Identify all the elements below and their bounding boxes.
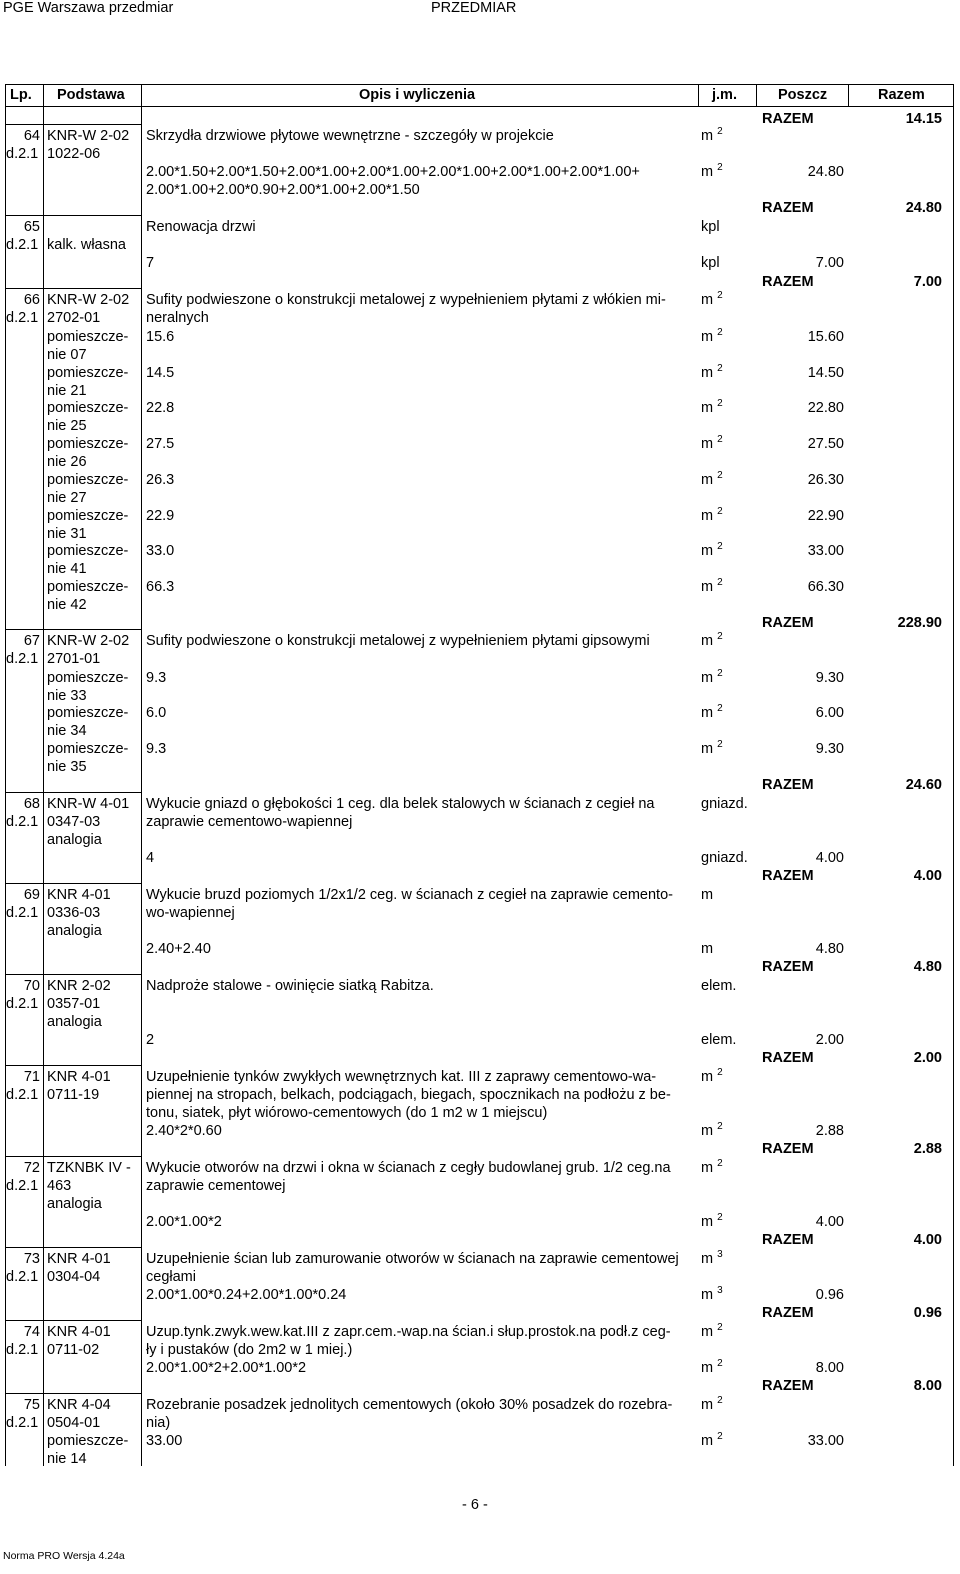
header-left: PGE Warszawa przedmiar <box>3 0 174 16</box>
calculation-line: 2.40*2*0.60 <box>146 1123 222 1139</box>
basis-line: analogia <box>47 923 102 939</box>
calculation-line: 2.00*1.00*0.24+2.00*1.00*0.24 <box>146 1287 347 1303</box>
basis-line: 1022-06 <box>47 146 101 162</box>
unit: m $^2$ <box>701 1067 723 1085</box>
description-line: Sufity podwieszone o konstrukcji metalowej z wypełnieniem płytami z włókien mi- <box>146 292 666 308</box>
position-number: 71 <box>23 1069 40 1085</box>
description-line: zaprawie cementowo-wapiennej <box>146 814 353 830</box>
description-line: Nadproże stalowe - owinięcie siatką Rabitza. <box>146 978 434 994</box>
basis-line: KNR 4-01 <box>47 887 111 903</box>
col-header-podstawa: Podstawa <box>57 87 125 103</box>
row-separator <box>5 1156 142 1157</box>
item-value: 26.30 <box>807 472 844 488</box>
razem-label: RAZEM <box>762 1050 814 1066</box>
position-number: 74 <box>23 1324 40 1340</box>
room-label: pomieszcze- <box>47 741 129 757</box>
room-label: pomieszcze- <box>47 508 129 524</box>
calculation-line: 33.00 <box>146 1433 183 1449</box>
description-line: Rozebranie posadzek jednolitych cementowych (około 30% posadzek do rozebra- <box>146 1397 673 1413</box>
room-label: nie 34 <box>47 723 87 739</box>
unit: m $^2$ <box>701 577 723 595</box>
room-label: nie 33 <box>47 688 87 704</box>
unit: m $^2$ <box>701 162 723 180</box>
unit: m $^2$ <box>701 470 723 488</box>
room-label: nie 31 <box>47 526 87 542</box>
unit: m $^2$ <box>701 398 723 416</box>
calculation-line: 15.6 <box>146 329 175 345</box>
basis-line: KNR-W 4-01 <box>47 796 130 812</box>
description-line: cegłami <box>146 1269 196 1285</box>
room-label: nie 41 <box>47 561 87 577</box>
basis-line: 0336-03 <box>47 905 101 921</box>
unit: m $^2$ <box>701 703 723 721</box>
calculation-line: 22.8 <box>146 400 175 416</box>
item-value: 7.00 <box>815 255 844 271</box>
description-line: wo-wapiennej <box>146 905 235 921</box>
razem-label: RAZEM <box>762 959 814 975</box>
calculation-line: 2.40+2.40 <box>146 941 211 957</box>
basis-line: pomieszcze- <box>47 1433 129 1449</box>
room-label: pomieszcze- <box>47 400 129 416</box>
item-value: 4.80 <box>815 941 844 957</box>
position-chapter: d.2.1 <box>6 1269 39 1285</box>
col-header-poszcz: Poszcz <box>778 87 828 103</box>
unit: m <box>701 941 714 957</box>
item-value: 4.00 <box>815 1214 844 1230</box>
room-label: pomieszcze- <box>47 579 129 595</box>
calculation-line: 66.3 <box>146 579 175 595</box>
row-separator <box>5 1393 142 1394</box>
basis-line: analogia <box>47 832 102 848</box>
unit: m $^2$ <box>701 668 723 686</box>
description-line: ły i pustaków (do 2m2 w 1 miej.) <box>146 1342 353 1358</box>
item-value: 24.80 <box>807 164 844 180</box>
position-chapter: d.2.1 <box>6 814 39 830</box>
item-value: 0.96 <box>815 1287 844 1303</box>
unit: m <box>701 887 714 903</box>
unit: m $^3$ <box>701 1249 723 1267</box>
row-separator <box>5 1247 142 1248</box>
unit: m $^2$ <box>701 1121 723 1139</box>
calculation-line: 2 <box>146 1032 155 1048</box>
description-line: Renowacja drzwi <box>146 219 256 235</box>
row-separator <box>5 1065 142 1066</box>
basis-line: 0304-04 <box>47 1269 101 1285</box>
position-chapter: d.2.1 <box>6 1342 39 1358</box>
item-value: 14.50 <box>807 365 844 381</box>
description-line: Uzupełnienie tynków zwykłych wewnętrznych kat. III z zaprawy cementowo-wa- <box>146 1069 657 1085</box>
item-value: 22.90 <box>807 508 844 524</box>
calculation-line: 6.0 <box>146 705 167 721</box>
basis-line: KNR-W 2-02 <box>47 128 130 144</box>
header-center: PRZEDMIAR <box>431 0 517 16</box>
unit: kpl <box>701 219 720 235</box>
calculation-line: 2.00*1.00*2+2.00*1.00*2 <box>146 1360 307 1376</box>
basis-line: 0347-03 <box>47 814 101 830</box>
description-line: neralnych <box>146 310 209 326</box>
position-chapter: d.2.1 <box>6 237 39 253</box>
room-label: pomieszcze- <box>47 472 129 488</box>
unit: m $^2$ <box>701 1212 723 1230</box>
position-number: 66 <box>23 292 40 308</box>
unit: m $^2$ <box>701 1431 723 1449</box>
position-number: 72 <box>23 1160 40 1176</box>
room-label: nie 25 <box>47 418 87 434</box>
item-value: 66.30 <box>807 579 844 595</box>
room-label: nie 35 <box>47 759 87 775</box>
razem-label: RAZEM <box>762 200 814 216</box>
room-label: nie 21 <box>47 383 87 399</box>
calculation-line: 33.0 <box>146 543 175 559</box>
unit: m $^2$ <box>701 1395 723 1413</box>
basis-line: KNR 4-01 <box>47 1069 111 1085</box>
unit: gniazd. <box>701 850 748 866</box>
razem-value: 4.80 <box>913 959 942 975</box>
razem-value: 7.00 <box>913 274 942 290</box>
description-line: Uzupełnienie ścian lub zamurowanie otworów w ścianach na zaprawie cementowej <box>146 1251 679 1267</box>
description-line: Wykucie otworów na drzwi i okna w ścianach z cegły budowlanej grub. 1/2 ceg.na <box>146 1160 671 1176</box>
basis-line: 0711-02 <box>47 1342 100 1358</box>
position-chapter: d.2.1 <box>6 310 39 326</box>
basis-line: 2701-01 <box>47 651 101 667</box>
basis-line: KNR 4-01 <box>47 1251 111 1267</box>
room-label: pomieszcze- <box>47 436 129 452</box>
description-line: Uzup.tynk.zwyk.wew.kat.III z zapr.cem.-wap.na ścian.i słup.prostok.na podł.z ceg- <box>146 1324 671 1340</box>
razem-value: 228.90 <box>897 615 942 631</box>
item-value: 22.80 <box>807 400 844 416</box>
page-number: - 6 - <box>462 1497 488 1513</box>
description-line: tonu, siatek, płyt wiórowo-cementowych (do 1 m2 w 1 miejscu) <box>146 1105 548 1121</box>
razem-label: RAZEM <box>762 274 814 290</box>
position-number: 65 <box>23 219 40 235</box>
razem-value: 24.60 <box>905 777 942 793</box>
col-header-razem: Razem <box>878 87 925 103</box>
unit: m $^2$ <box>701 126 723 144</box>
position-number: 70 <box>23 978 40 994</box>
room-label: nie 42 <box>47 597 87 613</box>
calculation-line: 22.9 <box>146 508 175 524</box>
room-label: pomieszcze- <box>47 329 129 345</box>
basis-line: analogia <box>47 1196 102 1212</box>
razem-value: 8.00 <box>913 1378 942 1394</box>
position-number: 69 <box>23 887 40 903</box>
row-separator <box>5 215 142 216</box>
room-label: pomieszcze- <box>47 365 129 381</box>
col-header-opis: Opis i wyliczenia <box>359 87 476 103</box>
calculation-line: 2.00*1.00+2.00*0.90+2.00*1.00+2.00*1.50 <box>146 182 420 198</box>
position-chapter: d.2.1 <box>6 1178 39 1194</box>
razem-value: 2.00 <box>913 1050 942 1066</box>
razem-value: 24.80 <box>905 200 942 216</box>
position-chapter: d.2.1 <box>6 1415 39 1431</box>
unit: m $^2$ <box>701 541 723 559</box>
basis-line: KNR-W 2-02 <box>47 633 130 649</box>
calculation-line: 26.3 <box>146 472 175 488</box>
basis-line: KNR 4-01 <box>47 1324 111 1340</box>
position-chapter: d.2.1 <box>6 651 39 667</box>
basis-line: KNR-W 2-02 <box>47 292 130 308</box>
unit: m $^2$ <box>701 1322 723 1340</box>
unit: gniazd. <box>701 796 748 812</box>
unit: kpl <box>701 255 720 271</box>
item-value: 15.60 <box>807 329 844 345</box>
position-number: 64 <box>23 128 40 144</box>
position-chapter: d.2.1 <box>6 996 39 1012</box>
col-header-jm: j.m. <box>712 87 737 103</box>
basis-line: kalk. własna <box>47 237 126 253</box>
item-value: 27.50 <box>807 436 844 452</box>
razem-label: RAZEM <box>762 1141 814 1157</box>
item-value: 6.00 <box>815 705 844 721</box>
basis-line: KNR 2-02 <box>47 978 111 994</box>
description-line: nia) <box>146 1415 171 1431</box>
razem-value: 4.00 <box>913 1232 942 1248</box>
room-label: pomieszcze- <box>47 543 129 559</box>
row-separator <box>5 1320 142 1321</box>
unit: m $^2$ <box>701 631 723 649</box>
calculation-line: 2.00*1.00*2 <box>146 1214 222 1230</box>
basis-line: nie 14 <box>47 1451 87 1467</box>
razem-label: RAZEM <box>762 1305 814 1321</box>
basis-line: 0711-19 <box>47 1087 100 1103</box>
unit: m $^2$ <box>701 434 723 452</box>
unit: elem. <box>701 978 737 994</box>
item-value: 8.00 <box>815 1360 844 1376</box>
item-value: 2.88 <box>815 1123 844 1139</box>
basis-line: analogia <box>47 1014 102 1030</box>
item-value: 4.00 <box>815 850 844 866</box>
razem-value: 2.88 <box>913 1141 942 1157</box>
position-number: 68 <box>23 796 40 812</box>
unit: m $^2$ <box>701 327 723 345</box>
position-chapter: d.2.1 <box>6 1087 39 1103</box>
room-label: nie 07 <box>47 347 87 363</box>
unit: m $^2$ <box>701 1358 723 1376</box>
row-separator <box>5 792 142 793</box>
item-value: 33.00 <box>807 543 844 559</box>
unit: m $^2$ <box>701 1158 723 1176</box>
room-label: pomieszcze- <box>47 670 129 686</box>
razem-value: 0.96 <box>913 1305 942 1321</box>
basis-line: 0357-01 <box>47 996 101 1012</box>
unit: m $^3$ <box>701 1285 723 1303</box>
row-separator <box>5 629 142 630</box>
row-separator <box>5 974 142 975</box>
basis-line: TZKNBK IV - <box>47 1160 131 1176</box>
item-value: 33.00 <box>807 1433 844 1449</box>
razem-value: 4.00 <box>913 868 942 884</box>
razem-label: RAZEM <box>762 777 814 793</box>
calculation-line: 14.5 <box>146 365 175 381</box>
basis-line: 2702-01 <box>47 310 101 326</box>
calculation-line: 9.3 <box>146 741 167 757</box>
room-label: pomieszcze- <box>47 705 129 721</box>
basis-line: KNR 4-04 <box>47 1397 111 1413</box>
basis-line: 463 <box>47 1178 72 1194</box>
description-line: Sufity podwieszone o konstrukcji metalowej z wypełnieniem płytami gipsowymi <box>146 633 650 649</box>
item-value: 2.00 <box>815 1032 844 1048</box>
unit: m $^2$ <box>701 506 723 524</box>
item-value: 9.30 <box>815 741 844 757</box>
razem-label: RAZEM <box>762 868 814 884</box>
razem-label: RAZEM <box>762 1232 814 1248</box>
row-separator <box>5 883 142 884</box>
description-line: Wykucie bruzd poziomych 1/2x1/2 ceg. w ścianach z cegieł na zaprawie cemento- <box>146 887 673 903</box>
calculation-line: 7 <box>146 255 155 271</box>
description-line: Skrzydła drzwiowe płytowe wewnętrzne - szczegóły w projekcie <box>146 128 554 144</box>
room-label: nie 26 <box>47 454 87 470</box>
unit: m $^2$ <box>701 739 723 757</box>
razem-label: RAZEM <box>762 615 814 631</box>
position-number: 75 <box>23 1397 40 1413</box>
unit: elem. <box>701 1032 737 1048</box>
position-number: 73 <box>23 1251 40 1267</box>
row-separator <box>5 124 142 125</box>
razem-label: RAZEM <box>762 111 814 127</box>
description-line: piennej na stropach, belkach, podciągach, biegach, spocznikach na podłożu z be- <box>146 1087 671 1103</box>
position-number: 67 <box>23 633 40 649</box>
item-value: 9.30 <box>815 670 844 686</box>
footer-version: Norma PRO Wersja 4.24a <box>3 1550 125 1562</box>
razem-value: 14.15 <box>905 111 942 127</box>
calculation-line: 4 <box>146 850 155 866</box>
position-chapter: d.2.1 <box>6 905 39 921</box>
unit: m $^2$ <box>701 363 723 381</box>
calculation-line: 9.3 <box>146 670 167 686</box>
basis-line: 0504-01 <box>47 1415 101 1431</box>
razem-label: RAZEM <box>762 1378 814 1394</box>
row-separator <box>5 288 142 289</box>
room-label: nie 27 <box>47 490 87 506</box>
description-line: Wykucie gniazd o głębokości 1 ceg. dla belek stalowych w ścianach z cegieł na <box>146 796 655 812</box>
description-line: zaprawie cementowej <box>146 1178 286 1194</box>
unit: m $^2$ <box>701 290 723 308</box>
col-header-lp: Lp. <box>10 87 32 103</box>
calculation-line: 27.5 <box>146 436 175 452</box>
calculation-line: 2.00*1.50+2.00*1.50+2.00*1.00+2.00*1.00+2.00*1.00+2.00*1.00+2.00*1.00+ <box>146 164 640 180</box>
position-chapter: d.2.1 <box>6 146 39 162</box>
